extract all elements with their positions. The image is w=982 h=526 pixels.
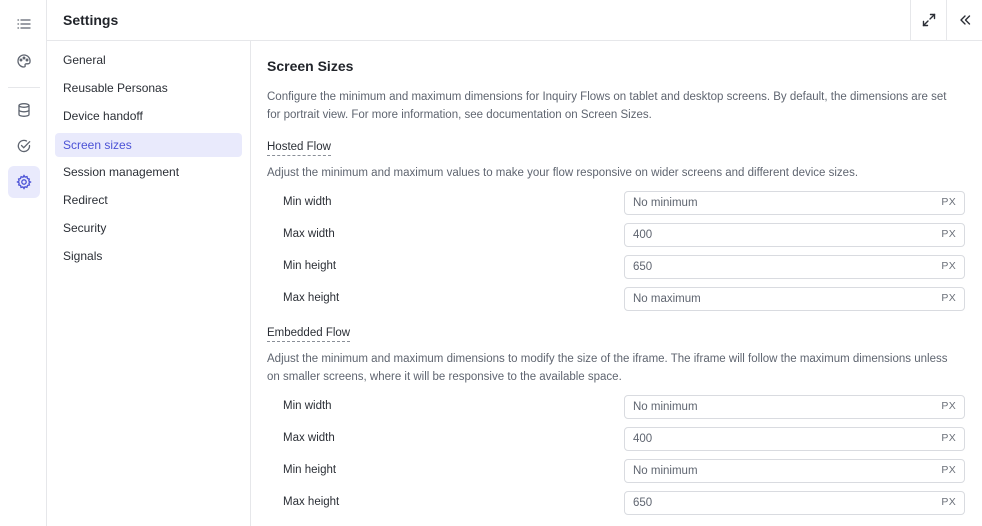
hosted-flow-description: Adjust the minimum and maximum values to make your flow responsive on wider screens and different device sizes. — [267, 167, 859, 179]
hosted-min-width-label: Min width — [283, 196, 332, 208]
hosted-min-height-input[interactable] — [625, 256, 925, 278]
database-icon[interactable] — [8, 94, 40, 126]
hosted-min-height-label: Min height — [283, 260, 337, 272]
section-description: Configure the minimum and maximum dimensions for Inquiry Flows on tablet and desktop screens. By default, the dimensions are set for portrait view. For more information, see documentation on Screen Sizes. — [267, 91, 947, 121]
embedded-min-width-label: Min width — [283, 400, 332, 412]
unit-label: PX — [941, 432, 956, 444]
nav-item-screen-sizes[interactable]: Screen sizes — [55, 133, 242, 157]
embedded-max-width-field — [624, 427, 965, 451]
nav-item-general[interactable]: General — [63, 53, 106, 67]
unit-label: PX — [941, 496, 956, 508]
embedded-min-height-label: Min height — [283, 464, 337, 476]
unit-label: PX — [941, 228, 956, 240]
chevrons-left-icon — [958, 13, 972, 27]
embedded-max-width-label: Max width — [283, 432, 335, 444]
embedded-min-width-field — [624, 395, 965, 419]
section-title: Screen Sizes — [267, 58, 354, 74]
embedded-flow-title: Embedded Flow — [267, 326, 350, 342]
embedded-min-width-input[interactable] — [625, 396, 925, 418]
unit-label: PX — [941, 292, 956, 304]
unit-label: PX — [941, 400, 956, 412]
unit-label: PX — [941, 260, 956, 272]
embedded-min-height-input[interactable] — [625, 460, 925, 482]
nav-item-reusable-personas[interactable]: Reusable Personas — [63, 81, 168, 95]
rail-divider — [8, 87, 40, 88]
page-title: Settings — [63, 12, 119, 28]
hosted-max-height-input[interactable] — [625, 288, 925, 310]
embedded-max-height-field — [624, 491, 965, 515]
hosted-max-height-field — [624, 287, 965, 311]
screen-sizes-panel — [251, 41, 982, 526]
gear-icon[interactable] — [8, 166, 40, 198]
check-circle-icon[interactable] — [8, 130, 40, 162]
palette-icon[interactable] — [8, 45, 40, 77]
list-icon[interactable] — [8, 8, 40, 40]
expand-button[interactable] — [910, 0, 946, 40]
nav-item-signals[interactable]: Signals — [63, 249, 103, 263]
hosted-min-width-input[interactable] — [625, 192, 925, 214]
settings-header — [47, 0, 982, 41]
hosted-min-width-field — [624, 191, 965, 215]
embedded-max-height-label: Max height — [283, 496, 340, 508]
nav-item-session-management[interactable]: Session management — [63, 165, 180, 179]
collapse-panel-button[interactable] — [946, 0, 982, 40]
nav-item-security[interactable]: Security — [63, 221, 107, 235]
hosted-max-height-label: Max height — [283, 292, 340, 304]
hosted-max-width-label: Max width — [283, 228, 335, 240]
hosted-max-width-field — [624, 223, 965, 247]
settings-nav — [47, 41, 251, 526]
embedded-max-width-input[interactable] — [625, 428, 925, 450]
nav-item-redirect[interactable]: Redirect — [63, 193, 108, 207]
unit-label: PX — [941, 196, 956, 208]
hosted-flow-title: Hosted Flow — [267, 140, 331, 156]
unit-label: PX — [941, 464, 956, 476]
embedded-min-height-field — [624, 459, 965, 483]
nav-item-device-handoff[interactable]: Device handoff — [63, 109, 143, 123]
embedded-flow-description: Adjust the minimum and maximum dimensions to modify the size of the iframe. The iframe will follow the maximum dimensions unless on smaller screens, where it will be responsive to the available space. — [267, 353, 948, 383]
icon-rail — [0, 0, 47, 526]
hosted-max-width-input[interactable] — [625, 224, 925, 246]
expand-icon — [922, 13, 936, 27]
hosted-min-height-field — [624, 255, 965, 279]
embedded-max-height-input[interactable] — [625, 492, 925, 514]
